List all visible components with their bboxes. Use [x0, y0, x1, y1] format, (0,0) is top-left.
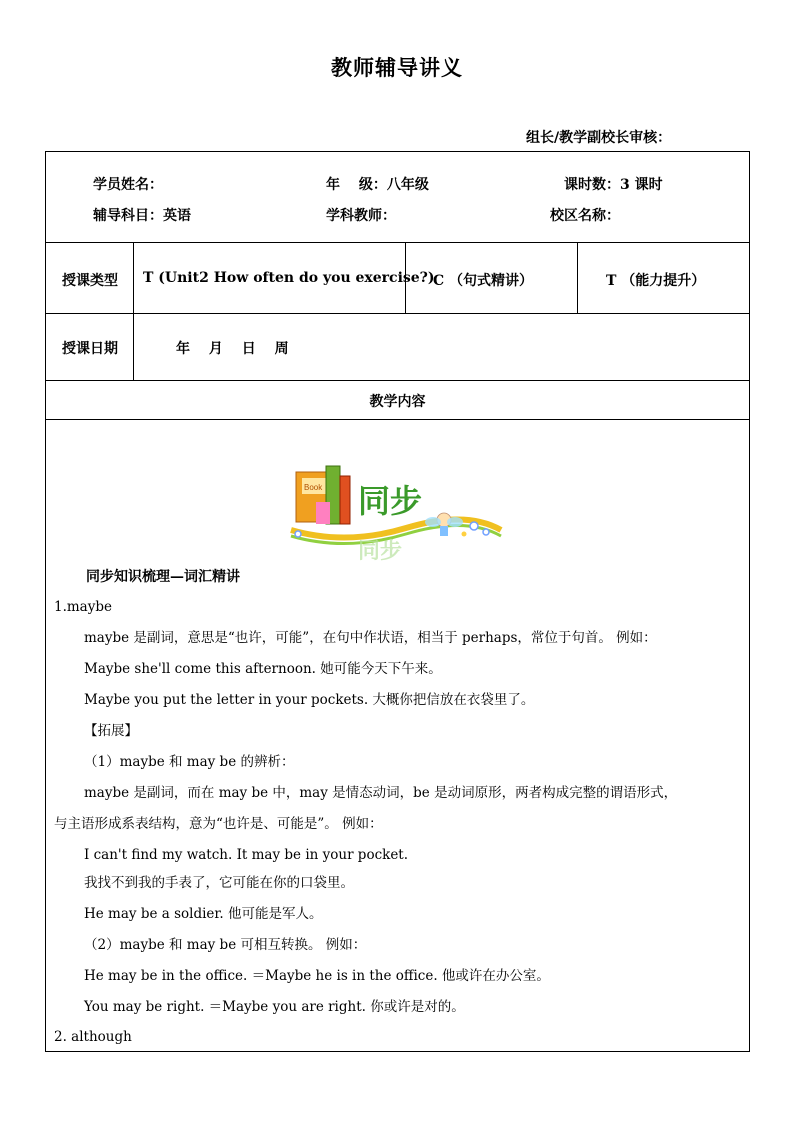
- example-sentence: He may be a soldier. 他可能是军人。: [84, 906, 323, 922]
- lesson-table: [45, 151, 750, 1052]
- vocab-heading-maybe: 1.maybe: [54, 599, 112, 615]
- content-header: 教学内容: [369, 394, 426, 410]
- section-title: 同步知识梳理—词汇精讲: [86, 569, 240, 585]
- row-divider: [46, 419, 749, 420]
- paragraph: 与主语形成系表结构，意为“也许是、可能是”。 例如：: [54, 816, 383, 832]
- example-translation: 我找不到我的手表了，它可能在你的口袋里。: [84, 875, 354, 891]
- lesson-type-sentence: C （句式精讲）: [433, 273, 534, 289]
- logo-main-text: 同步: [358, 482, 423, 520]
- paragraph: maybe 是副词，而在 may be 中，may 是情态动词，be 是动词原形，两者构成完整的谓语形式，: [84, 785, 678, 801]
- row-divider: [46, 313, 749, 314]
- subject-label: 辅导科目：英语: [93, 208, 191, 224]
- hours-label: 课时数：3 课时: [564, 177, 663, 193]
- vocab-heading-although: 2. although: [54, 1029, 132, 1045]
- grade-label: 年 级：八年级: [326, 177, 429, 193]
- lesson-date-value: 年 月 日 周: [176, 341, 289, 357]
- reviewer-label: 组长/教学副校长审核：: [526, 130, 672, 146]
- page-title: 教师辅导讲义: [331, 55, 463, 80]
- row-divider: [46, 380, 749, 381]
- lesson-type-ability: T （能力提升）: [606, 273, 706, 289]
- row-divider: [46, 242, 749, 243]
- example-sentence: He may be in the office. ＝Maybe he is in the office. 他或许在办公室。: [84, 968, 550, 984]
- lesson-date-label: 授课日期: [62, 341, 118, 357]
- teacher-label: 学科教师：: [326, 208, 396, 224]
- example-sentence: I can't find my watch. It may be in your pocket.: [84, 847, 409, 863]
- paragraph: maybe 是副词，意思是“也许，可能”，在句中作状语，相当于 perhaps，常位于句首。 例如：: [84, 630, 657, 646]
- example-sentence: You may be right. ＝Maybe you are right. 你或许是对的。: [84, 999, 465, 1015]
- column-divider: [133, 242, 134, 380]
- extension-heading: 【拓展】: [84, 723, 138, 739]
- campus-label: 校区名称：: [550, 208, 620, 224]
- example-sentence: Maybe you put the letter in your pockets. 大概你把信放在衣袋里了。: [84, 692, 535, 708]
- tongbu-logo: [286, 462, 508, 562]
- column-divider: [577, 242, 578, 313]
- logo-reflection-text: 同步: [358, 539, 403, 562]
- example-sentence: Maybe she'll come this afternoon. 她可能今天下午来。: [84, 661, 442, 677]
- student-name-label: 学员姓名：: [93, 177, 163, 193]
- lesson-type-topic: T (Unit2 How often do you exercise?): [143, 270, 435, 286]
- subheading: （1）maybe 和 may be 的辨析：: [84, 754, 295, 770]
- book-label: Book: [304, 483, 323, 492]
- lesson-type-label: 授课类型: [62, 273, 118, 289]
- subheading: （2）maybe 和 may be 可相互转换。 例如：: [84, 937, 367, 953]
